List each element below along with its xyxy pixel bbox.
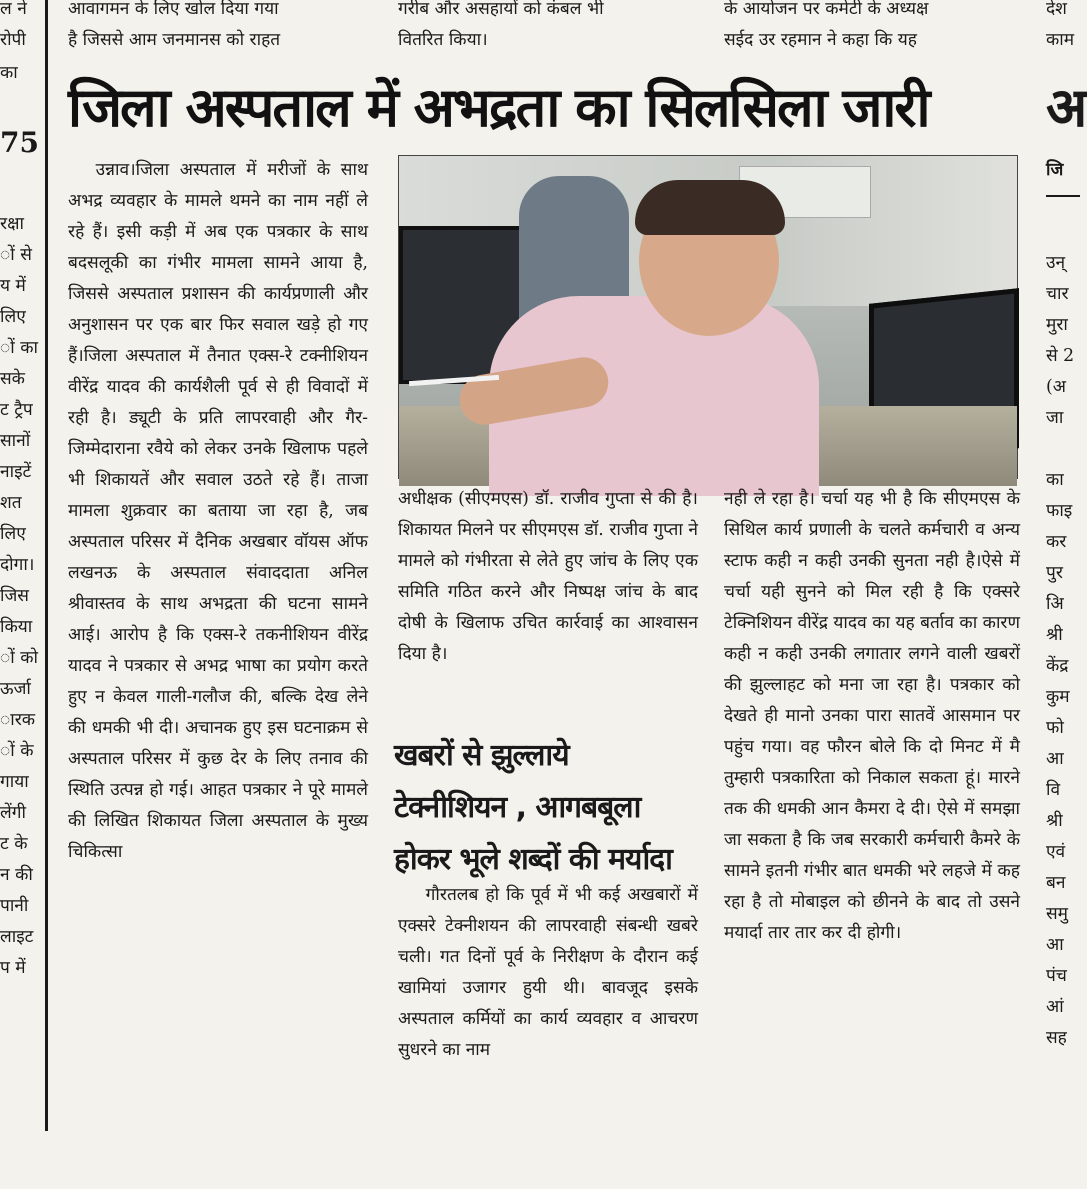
fragment-line: देश: [1046, 0, 1067, 19]
left-strip-line: शत: [0, 493, 22, 513]
left-neighbor-column: [0, 58, 40, 1189]
right-strip-subline: जि: [1046, 160, 1064, 180]
column-rule: [45, 0, 48, 1131]
left-strip-line: य में: [0, 276, 26, 296]
right-strip-line: बन: [1046, 873, 1066, 893]
left-strip-line: दोगा।: [0, 555, 35, 575]
article-headline: जिला अस्पताल में अभद्रता का सिलसिला जारी: [68, 76, 929, 139]
left-strip-line: लाइट: [0, 927, 34, 947]
article-subheading: [394, 730, 704, 886]
right-strip-line: [1046, 434, 1086, 465]
fragment-line: का: [0, 63, 18, 83]
article-column-3: [724, 484, 1020, 1120]
right-strip-line: फो: [1046, 718, 1064, 738]
left-strip-line: प में: [0, 958, 26, 978]
left-strip-line: ट ट्रैप: [0, 400, 33, 420]
right-neighbor-column: [1046, 155, 1086, 1054]
subheading-line: होकर भूले शब्दों की मर्यादा: [394, 842, 672, 877]
left-strip-line: लिए: [0, 307, 26, 327]
right-neighbor-headline: अ: [1046, 76, 1087, 139]
photo-person-hair: [635, 180, 785, 235]
left-strip-number: 75: [0, 126, 39, 159]
prev-story-col-d: [1046, 0, 1080, 58]
article-column-2-bottom: [398, 880, 698, 1120]
article-photo: [398, 155, 1018, 479]
left-strip-line: ट के: [0, 834, 28, 854]
right-strip-line: श्री: [1046, 811, 1063, 831]
prev-story-col-b: [398, 0, 698, 58]
right-strip-line: समु: [1046, 904, 1069, 924]
left-strip-line: लेंगी: [0, 803, 26, 823]
prev-story-left-fragment: [0, 0, 40, 58]
prev-story-col-a: [68, 0, 368, 58]
fragment-line: काम: [1046, 30, 1075, 50]
left-strip-line: ारक: [0, 710, 36, 730]
article-column-2-top: [398, 484, 698, 734]
prev-story-col-c: [724, 0, 1024, 58]
right-strip-line: (अ: [1046, 377, 1066, 397]
right-strip-line: आ: [1046, 749, 1064, 769]
right-strip-line: कर: [1046, 532, 1067, 552]
left-strip-line: सानों: [0, 431, 31, 451]
right-strip-line: श्री: [1046, 625, 1063, 645]
fragment-line: आवागमन के लिए खोल दिया गया: [68, 0, 279, 19]
right-strip-line: से 2: [1046, 346, 1075, 366]
right-strip-line: का: [1046, 470, 1064, 490]
right-strip-line: मुरा: [1046, 315, 1068, 335]
right-strip-line: वि: [1046, 780, 1061, 800]
left-strip-line: नाइटें: [0, 462, 32, 482]
fragment-line: वितरित किया।: [398, 30, 488, 50]
left-strip-line: गाया: [0, 772, 29, 792]
right-strip-line: केंद्र: [1046, 656, 1069, 676]
right-strip-line: अि: [1046, 594, 1064, 614]
left-strip-line: ों को: [0, 648, 38, 668]
article-body-text: अधीक्षक (सीएमएस) डॉ. राजीव गुप्ता से की है।शिकायत मिलने पर सीएमएस डॉ. राजीव गुप्ता ने मामले को गंभीरता से लेते हुए जांच के लिए एक समिति गठित करने और निष्पक्ष जांच के बाद दोषी के खिलाफ उचित कार्रवाई का आश्वासन दिया है।: [398, 489, 698, 664]
left-strip-line: ों से: [0, 245, 32, 265]
right-strip-rule: [1046, 195, 1080, 197]
left-strip-line: पानी: [0, 896, 29, 916]
right-strip-line: पुर: [1046, 563, 1063, 583]
right-strip-line: एवं: [1046, 842, 1066, 862]
article-body-text: नही ले रहा है। चर्चा यह भी है कि सीएमएस के सिथिल कार्य प्रणाली के चलते कर्मचारी व अन्य स्टाफ कही न कही उनकी सुनता नही है।ऐसे में चर्चा यही सुनने को मिल रही है कि एक्सरे टेक्निशियन वीरेंद्र यादव का यह बर्ताव का कारण कही न कही उनकी लगातार लगने वाली खबरों की झुल्लाहट को मना जा रहा है। पत्रकार को देखते ही मानो उनका पारा सातवें आसमान पर पहुंच गया। वह फौरन बोले कि दो मिनट में मै तुम्हारी पत्रकारिता को निकाल सकता हूं। मारने तक की धमकी आन कैमरा दे दी। ऐसे में समझा जा सकता है कि जब सरकारी कर्मचारी कैमरे के सामने इतनी गंभीर बात धमकी भरे लहजे में कह रहा है तो मोबाइल को छीनने के बाद तो उसने मयार्दा तार तार कर दी होगी।: [724, 489, 1020, 943]
right-strip-line: आं: [1046, 997, 1064, 1017]
left-strip-line: ऊर्जा: [0, 679, 31, 699]
left-strip-line: किया: [0, 617, 33, 637]
left-strip-line: ों का: [0, 338, 38, 358]
right-strip-lines: [1046, 248, 1086, 1054]
left-strip-line: न की: [0, 865, 33, 885]
subheading-line: खबरों से झुल्लाये: [394, 738, 569, 773]
right-strip-line: चार: [1046, 284, 1069, 304]
left-strip-line: सके: [0, 369, 25, 389]
left-strip-line: जिस: [0, 586, 29, 606]
fragment-line: है जिससे आम जनमानस को राहत: [68, 30, 281, 50]
right-strip-line: पंच: [1046, 966, 1067, 986]
left-strip-line: लिए: [0, 524, 26, 544]
left-strip-line: ों के: [0, 741, 34, 761]
article-body-text: उन्नाव।जिला अस्पताल में मरीजों के साथ अभद्र व्यवहार के मामले थमने का नाम नहीं ले रहे हैं। इसी कड़ी में अब एक पत्रकार के साथ बदसलूकी का गंभीर मामला सामने आया है, जिससे अस्पताल प्रशासन की कार्यप्रणाली और अनुशासन पर एक बार फिर सवाल खड़े हो गए हैं।जिला अस्पताल में तैनात एक्स-रे टक्नीशियन वीरेंद्र यादव की कार्यशैली पूर्व से ही विवादों में रही है। ड्यूटी के प्रति लापरवाही और गैर-जिम्मेदाराना रवैये को लेकर उनके खिलाफ पहले भी शिकायतें और सवाल उठते रहे हैं। ताजा मामला शुक्रवार का बताया जा रहा है, जब अस्पताल परिसर में दैनिक अखबार वॉयस ऑफ लखनऊ के अस्पताल संवाददाता अनिल श्रीवास्तव के साथ अभद्रता की घटना सामने आई। आरोप है कि एक्स-रे तकनीशियन वीरेंद्र यादव ने पत्रकार से अभद्र भाषा का प्रयोग करते हुए न केवल गाली-गलौज की, बल्कि देख लेने की धमकी भी दी। अचानक हुए इस घटनाक्रम से अस्पताल परिसर में कुछ देर के लिए तनाव की स्थिति उत्पन्न हो गई। आहत पत्रकार ने पूरे मामले की लिखित शिकायत जिला अस्पताल के मुख्य चिकित्सा: [68, 160, 368, 862]
fragment-line: गरीब और असहायों को कंबल भी: [398, 0, 604, 19]
fragment-line: के आयोजन पर कमेटी के अध्यक्ष: [724, 0, 929, 19]
right-strip-line: फाइ: [1046, 501, 1073, 521]
fragment-line: रोपी: [0, 30, 26, 50]
right-strip-line: उन्: [1046, 253, 1066, 273]
right-strip-line: सह: [1046, 1028, 1067, 1048]
article-body-text: गौरतलब हो कि पूर्व में भी कई अखबारों में एक्सरे टेक्नीशयन की लापरवाही संबन्धी खबरे चली। गत दिनों पूर्व के निरीक्षण के दौरान कई खामियां उजागर हुयी थी। बावजूद इसके अस्पताल कर्मियों का कार्य व्यवहार व आचरण सुधरने का नाम: [398, 885, 698, 1060]
left-strip-line: रक्षा: [0, 214, 24, 234]
article-column-1: [68, 155, 368, 1115]
left-strip-lines: [0, 209, 40, 984]
right-strip-line: आ: [1046, 935, 1064, 955]
subheading-line: टेक्नीशियन , आगबबूला: [394, 790, 641, 825]
fragment-line: सईद उर रहमान ने कहा कि यह: [724, 30, 917, 50]
right-strip-line: कुम: [1046, 687, 1070, 707]
fragment-line: ल ने: [0, 0, 27, 19]
right-strip-line: जा: [1046, 408, 1064, 428]
